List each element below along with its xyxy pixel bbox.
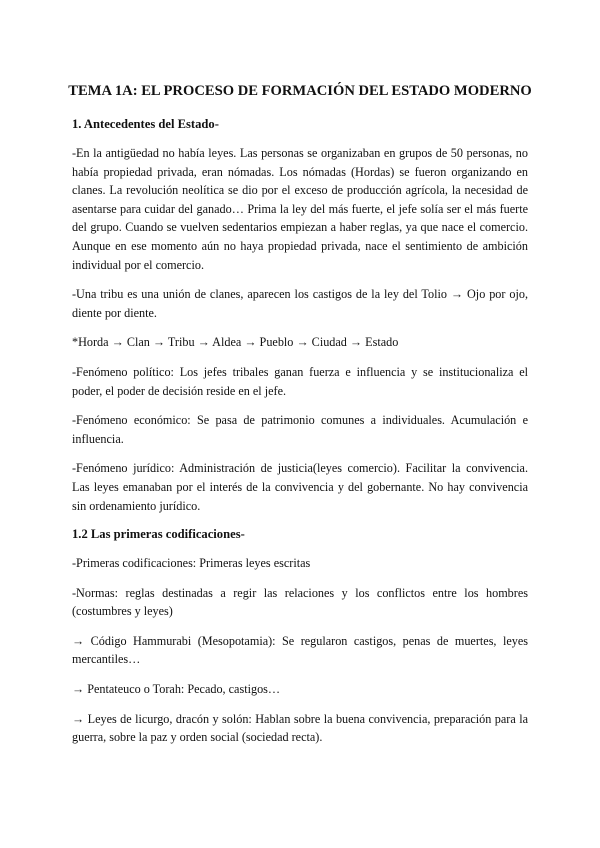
- section-heading-antecedentes: 1. Antecedentes del Estado-: [72, 117, 219, 131]
- paragraph-primeras-codificaciones: -Primeras codificaciones: Primeras leyes escritas: [72, 556, 311, 571]
- paragraph-antiguedad: -En la antigüedad no había leyes. Las personas se organizaban en grupos de 50 personas, no había propiedad privada, eran nómadas. Los nómadas (Hordas) se fueron organizando en clanes. La revolución neolítica se dio por el exceso de producción agrícola, la necesidad de asentarse para cuidar del ganado… Prima la ley del más fuerte, el jefe solía ser el más fuerte del grupo. Cuando se vuelven sedentarios empiezan a haber reglas, ya que nace el comercio. Aunque en ese momento aún no haya propiedad privada, nace el sentimiento de ambición individual por el comercio.: [72, 146, 528, 272]
- page-title: TEMA 1A: EL PROCESO DE FORMACIÓN DEL ESTADO MODERNO: [68, 83, 532, 99]
- document-body: [72, 116, 528, 758]
- paragraph-tribu: -Una tribu es una unión de clanes, aparecen los castigos de la ley del Tolio → Ojo por ojo, diente por diente.: [72, 287, 528, 320]
- section-heading-codificaciones: 1.2 Las primeras codificaciones-: [72, 527, 245, 542]
- paragraph-evolucion: *Horda → Clan → Tribu → Aldea → Pueblo → Ciudad → Estado: [72, 335, 399, 350]
- paragraph-normas: -Normas: reglas destinadas a regir las relaciones y los conflictos entre los hombres (costumbres y leyes): [72, 585, 528, 619]
- paragraph-fenomeno-economico: -Fenómeno económico: Se pasa de patrimonio comunes a individuales. Acumulación e influencia.: [72, 413, 528, 446]
- paragraph-fenomeno-juridico: -Fenómeno jurídico: Administración de justicia(leyes comercio). Facilitar la convivencia. Las leyes emanaban por el interés de la convivencia y del gobernante. No hay convivencia sin ordenamiento jurídico.: [72, 461, 528, 513]
- paragraph-hammurabi: → Código Hammurabi (Mesopotamia): Se regularon castigos, penas de muertes, leyes mercantiles…: [72, 633, 528, 667]
- paragraph-fenomeno-politico: -Fenómeno político: Los jefes tribales ganan fuerza e influencia y se institucionaliza el poder, el poder de decisión reside en el jefe.: [72, 364, 528, 398]
- paragraph-pentateuco: → Pentateuco o Torah: Pecado, castigos…: [72, 682, 281, 697]
- paragraph-leyes-licurgo: → Leyes de licurgo, dracón y solón: Hablan sobre la buena convivencia, preparación para la guerra, sobre la paz y orden social (sociedad recta).: [72, 711, 528, 745]
